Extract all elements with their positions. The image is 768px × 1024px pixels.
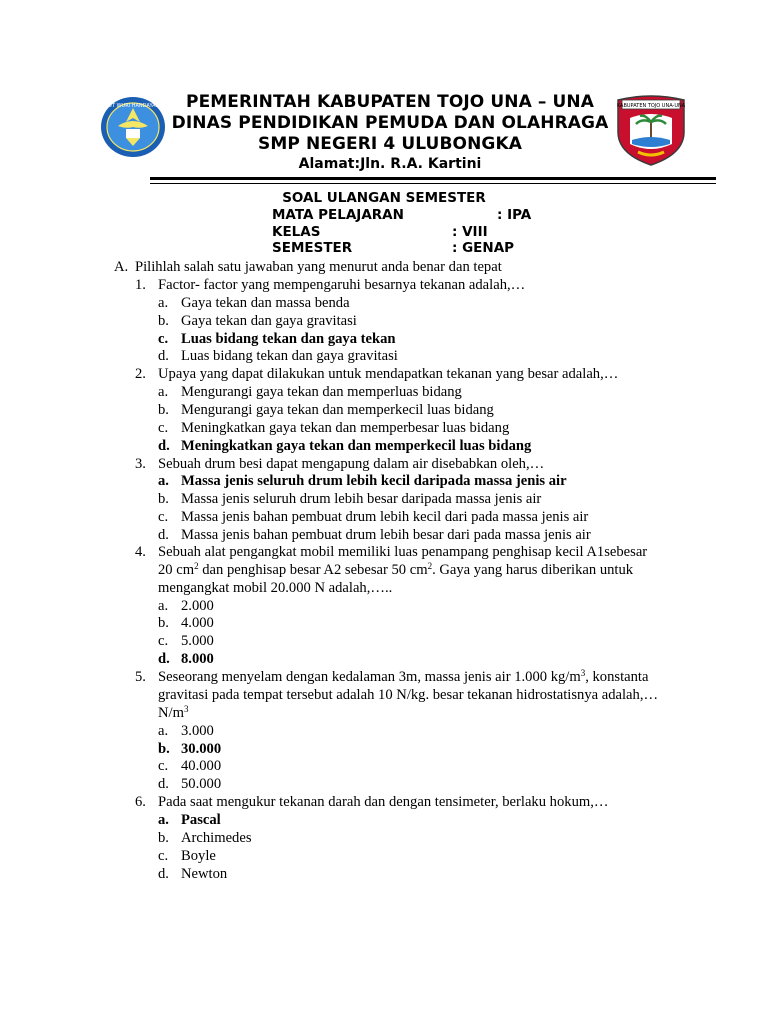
question-text: mengangkat mobil 20.000 N adalah,….. [158,580,393,596]
question-number: 6. [135,794,146,810]
option-text: 40.000 [181,758,222,774]
section-marker: A. [114,259,129,275]
question-text-part: dan penghisap besar A2 sebesar 50 cm [198,562,428,578]
question-text [158,704,188,722]
meta-label: MATA PELAJARAN [272,207,404,223]
question-number: 5. [135,669,146,685]
svg-text:TUT WURI HANDAYANI: TUT WURI HANDAYANI [105,103,161,109]
option-text: Massa jenis bahan pembuat drum lebih besar dari pada massa jenis air [181,527,591,543]
question-text-part: 20 cm [158,562,195,578]
meta-label: SEMESTER [272,240,353,256]
option-letter: b. [158,402,169,418]
superscript: 2 [427,561,433,571]
option-letter: c. [158,758,169,774]
question-text-part: . Gaya yang harus diberikan untuk [432,562,634,578]
regency-shield-logo [612,92,690,166]
option-text: Mengurangi gaya tekan dan memperluas bidang [181,384,462,400]
option-letter-correct: d. [158,651,170,667]
option-text: Gaya tekan dan massa benda [181,295,350,311]
question-text: Sebuah drum besi dapat mengapung dalam air disebabkan oleh,… [158,456,545,472]
meta-value: : VIII [452,224,488,240]
option-text-correct: Pascal [181,812,221,828]
government-name: PEMERINTAH KABUPATEN TOJO UNA – UNA [186,92,594,112]
option-text: 4.000 [181,615,214,631]
option-letter: a. [158,384,169,400]
option-letter: d. [158,866,169,882]
option-letter-correct: d. [158,438,170,454]
department-name: DINAS PENDIDIKAN PEMUDA DAN OLAHRAGA [171,113,609,133]
option-text: Luas bidang tekan dan gaya gravitasi [181,348,398,364]
option-letter: b. [158,615,169,631]
option-text: 3.000 [181,723,214,739]
option-text: 5.000 [181,633,214,649]
school-address: Alamat:Jln. R.A. Kartini [298,156,482,172]
option-text: Meningkatkan gaya tekan dan memperbesar luas bidang [181,420,510,436]
question-text [158,561,633,579]
option-text: Mengurangi gaya tekan dan memperkecil luas bidang [181,402,494,418]
option-letter: c. [158,420,169,436]
question-text-part: Seseorang menyelam dengan kedalaman 3m, massa jenis air 1.000 kg/m [158,669,581,685]
option-text: Gaya tekan dan gaya gravitasi [181,313,357,329]
option-text: 2.000 [181,598,214,614]
option-letter: d. [158,348,169,364]
option-letter-correct: a. [158,812,169,828]
superscript: 2 [194,561,199,571]
question-text-part: N/m [158,705,184,721]
section-instruction: Pilihlah salah satu jawaban yang menurut anda benar dan tepat [135,259,502,275]
option-letter: d. [158,776,169,792]
option-text: 50.000 [181,776,222,792]
option-text-correct: Meningkatkan gaya tekan dan memperkecil luas bidang [181,438,532,454]
option-letter: b. [158,830,169,846]
option-letter: d. [158,527,169,543]
question-text: Pada saat mengukur tekanan darah dan dengan tensimeter, berlaku hokum,… [158,794,609,810]
question-text: gravitasi pada tempat tersebut adalah 10 N/kg. besar tekanan hidrostatisnya adalah,… [158,687,659,703]
option-text-correct: Luas bidang tekan dan gaya tekan [181,331,396,347]
option-letter: b. [158,491,169,507]
option-text: Boyle [181,848,216,864]
question-number: 4. [135,544,146,560]
option-letter-correct: c. [158,331,169,347]
superscript: 3 [183,704,189,714]
meta-value: : IPA [497,207,532,223]
question-text: Factor- factor yang mempengaruhi besarnya tekanan adalah,… [158,277,526,293]
option-letter: b. [158,313,169,329]
meta-value: : GENAP [452,240,515,256]
option-text: Archimedes [181,830,252,846]
option-text: Newton [181,866,228,882]
option-letter-correct: b. [158,741,170,757]
superscript: 3 [580,668,586,678]
letterhead-rule-thin [150,183,716,184]
option-text: Massa jenis seluruh drum lebih besar daripada massa jenis air [181,491,542,507]
option-letter: c. [158,509,169,525]
question-text: Sebuah alat pengangkat mobil memiliki luas penampang penghisap kecil A1sebesar [158,544,648,560]
letterhead-text [140,92,640,174]
question-number: 1. [135,277,146,293]
option-text-correct: Massa jenis seluruh drum lebih kecil daripada massa jenis air [181,473,567,489]
question-number: 2. [135,366,146,382]
exam-title: SOAL ULANGAN SEMESTER [282,190,486,206]
option-letter: a. [158,723,169,739]
option-text: Massa jenis bahan pembuat drum lebih kecil dari pada massa jenis air [181,509,589,525]
question-text: Upaya yang dapat dilakukan untuk mendapatkan tekanan yang besar adalah,… [158,366,619,382]
option-letter: c. [158,848,169,864]
school-name: SMP NEGERI 4 ULUBONGKA [258,134,522,154]
logo-banner: KABUPATEN TOJO UNA-UNA [616,103,686,109]
option-letter: a. [158,598,169,614]
letterhead [100,92,690,176]
meta-label: KELAS [272,224,321,240]
option-letter-correct: a. [158,473,169,489]
question-text-part: , konstanta [585,669,649,685]
letterhead-rule-thick [150,177,716,180]
question-text [158,668,648,686]
option-letter: c. [158,633,169,649]
option-letter: a. [158,295,169,311]
option-text-correct: 8.000 [181,651,214,667]
option-text-correct: 30.000 [181,741,222,757]
question-number: 3. [135,456,146,472]
